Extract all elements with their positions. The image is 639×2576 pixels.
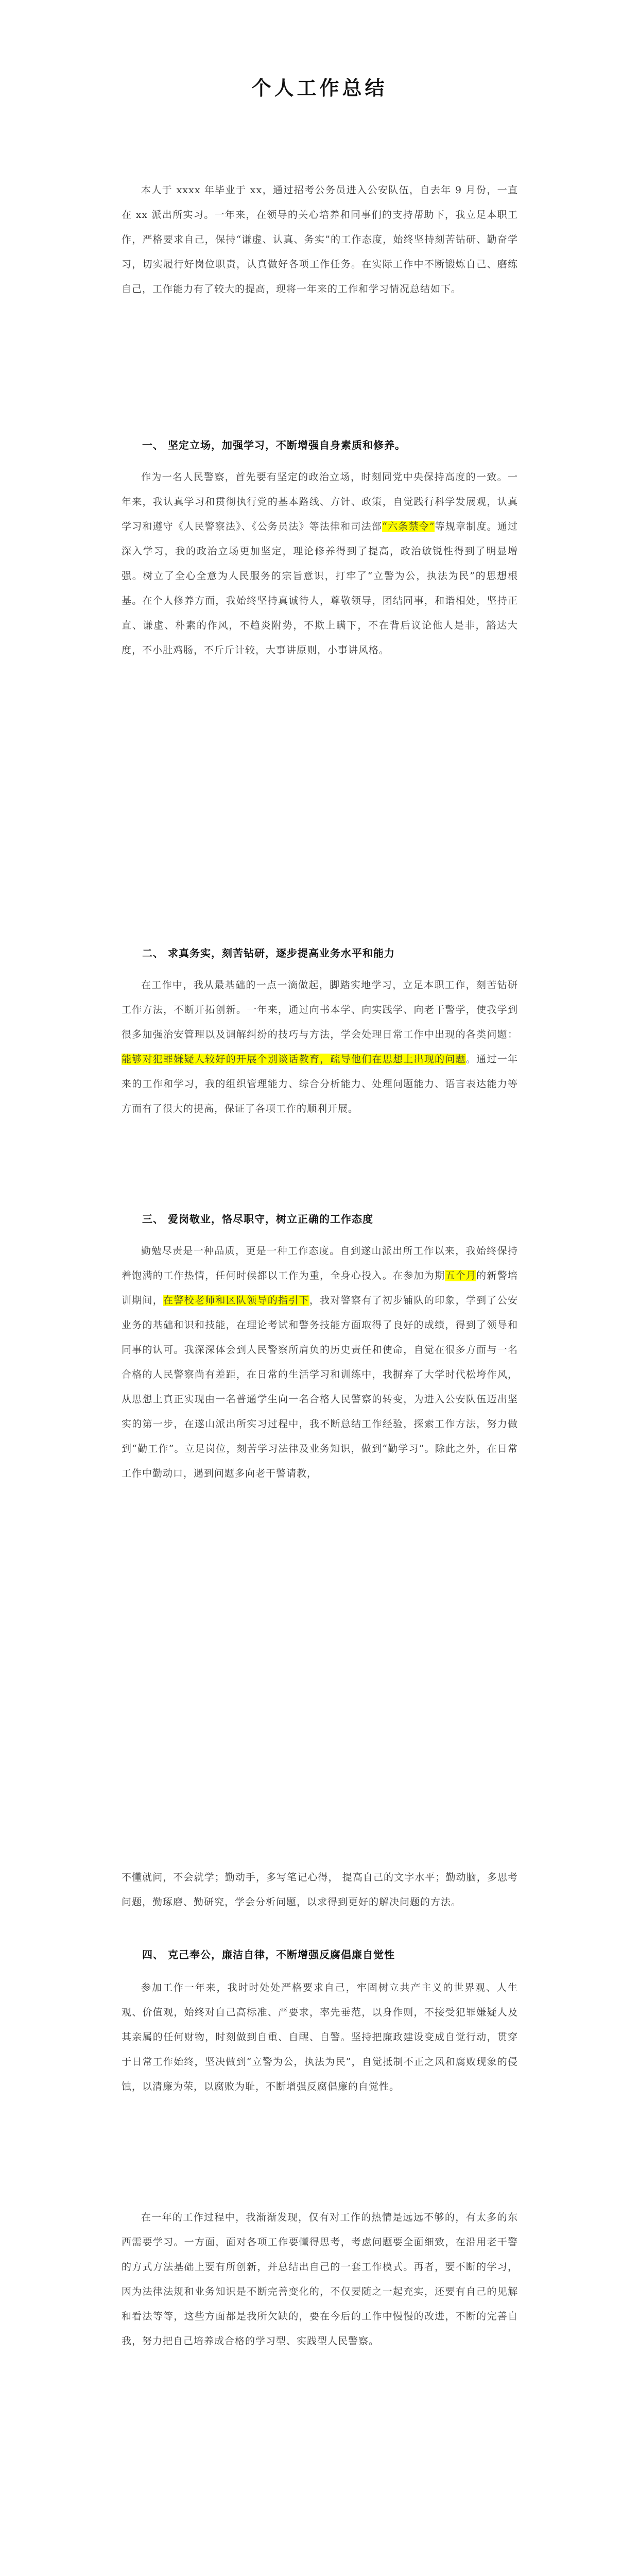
section-3-body [122,1239,518,1486]
section-3-text-b: 的新警培训期间， [122,1270,518,1306]
section-1-heading: 一、 坚定立场，加强学习，不断增强自身素质和修养。 [142,439,406,451]
document-title: 个人工作总结 [251,76,388,99]
section-2-highlight: 能够对犯罪嫌疑人较好的开展个别谈话教育，疏导他们在思想上出现的问题 [122,1054,466,1065]
section-2-body [122,973,518,1121]
section-2-paragraph [122,973,518,1121]
section-3-highlight-1: 五个月 [445,1270,477,1281]
section-1-text-b: 等规章制度。通过深入学习，我的政治立场更加坚定，理论修养得到了提高，政治敏锐性得到了明显增强。树立了全心全意为人民服务的宗旨意识，打牢了“立警为公，执法为民”的思想根基。在个人修养方面，我始终坚持真诚待人，尊敬领导，团结同事，和谐相处，坚持正直、谦虚、朴素的作风，不趋炎附势，不欺上瞒下，不在背后议论他人是非，豁达大度，不小肚鸡肠，不斤斤计较，大事讲原则，小事讲风格。 [122,521,518,656]
section-3-heading: 三、 爱岗敬业，恪尽职守，树立正确的工作态度 [142,1213,373,1225]
section-3-highlight-2: 在警校老师和区队领导的指引下 [163,1295,309,1306]
section-1-highlight: “六条禁令” [382,521,435,532]
section-1-text-a: 作为一名人民警察，首先要有坚定的政治立场，时刻同党中央保持高度的一致。一年来，我认真学习和贯彻执行党的基本路线、方针、政策，自觉践行科学发展观，认真学习和遵守《人民警察法》、《公务员法》等法律和司法部 [122,471,518,532]
section-2-heading: 二、 求真务实，刻苦钻研，逐步提高业务水平和能力 [142,947,395,959]
section-2-text-a: 在工作中，我从最基础的一点一滴做起，脚踏实地学习，立足本职工作，刻苦钻研工作方法，不断开拓创新。一年来，通过向书本学、向实践学、向老干警学，使我学到很多加强治安管理以及调解纠纷的技巧与方法，学会处理日常工作中出现的各类问题： [122,979,518,1040]
section-3-text-c: ，我对警察有了初步铺队的印象，学到了公安业务的基础和识和技能，在理论考试和警务技能方面取得了良好的成绩，得到了领导和同事的认可。我深深体会到人民警察所肩负的历史责任和使命，自觉在很多方面与一名合格的人民警察尚有差距，在日常的生活学习和训练中，我摒弃了大学时代松垮作风，从思想上真正实现由一名普通学生向一名合格人民警察的转变，为进入公安队伍迈出坚实的第一步，在遂山派出所实习过程中，我不断总结工作经验，探索工作方法，努力做到“勤工作”。立足岗位，刻苦学习法律及业务知识，做到“勤学习”。除此之外，在日常工作中勤动口，遇到问题多向老干警请教， [122,1295,518,1479]
section-4-heading: 四、 克己奉公，廉洁自律，不断增强反腐倡廉自觉性 [142,1948,395,1961]
section-3-body-continued [122,1865,518,1914]
section-2-text-b: 。通过一年来的工作和学习，我的组织管理能力、综合分析能力、处理问题能力、语言表达能力等方面有了很大的提高，保证了各项工作的顺利开展。 [122,1054,518,1114]
section-3-text-a: 勤勉尽责是一种品质，更是一种工作态度。自到遂山派出所工作以来，我始终保持着饱满的工作热情，任何时候都以工作为重，全身心投入。在参加为期 [122,1245,518,1281]
section-1-paragraph [122,465,518,663]
intro-text: 本人于 xxxx 年毕业于 xx，通过招考公务员进入公安队伍，自去年 9 月份，一直在 xx 派出所实习。一年来，在领导的关心培养和同事们的支持帮助下，我立足本职工作，严格要求自己，保持“谦虚、认真、务实”的工作态度，始终坚持刻苦钻研、勤奋学习，切实履行好岗位职责，认真做好各项工作任务。在实际工作中不断锻炼自己、磨练自己，工作能力有了较大的提高，现将一年来的工作和学习情况总结如下。 [122,184,518,295]
closing-paragraph [122,2205,518,2353]
section-3-paragraph-1 [122,1239,518,1486]
intro-paragraph [122,178,518,301]
section-4-paragraph: 参加工作一年来，我时时处处严格要求自己，牢固树立共产主义的世界观、人生观、价值观，始终对自己高标准、严要求，率先垂范，以身作则，不接受犯罪嫌疑人及其亲属的任何财物，时刻做到自重、自醒、自警。坚持把廉政建设变成自觉行动，贯穿于日常工作始终，坚决做到“立警为公，执法为民”，自觉抵制不正之风和腐败现象的侵蚀，以清廉为荣，以腐败为耻，不断增强反腐倡廉的自觉性。 [122,1982,518,2092]
section-3-paragraph-2: 不懂就问，不会就学；勤动手，多写笔记心得， 提高自己的文字水平；勤动脑，多思考问题，勤琢磨、勤研究，学会分析问题，以求得到更好的解决问题的方法。 [122,1872,518,1908]
section-4-body [122,1975,518,2099]
section-1-body [122,465,518,663]
closing-text: 在一年的工作过程中，我渐渐发现，仅有对工作的热情是远远不够的，有太多的东西需要学习。一方面，面对各项工作要懂得思考，考虑问题要全面细致，在沿用老干警的方式方法基础上要有所创新，并总结出自己的一套工作模式。再者，要不断的学习，因为法律法规和业务知识是不断完善变化的，不仅要随之一起充实，还要有自己的见解和看法等等，这些方面都是我所欠缺的，要在今后的工作中慢慢的改进，不断的完善自我，努力把自己培养成合格的学习型、实践型人民警察。 [122,2212,518,2347]
